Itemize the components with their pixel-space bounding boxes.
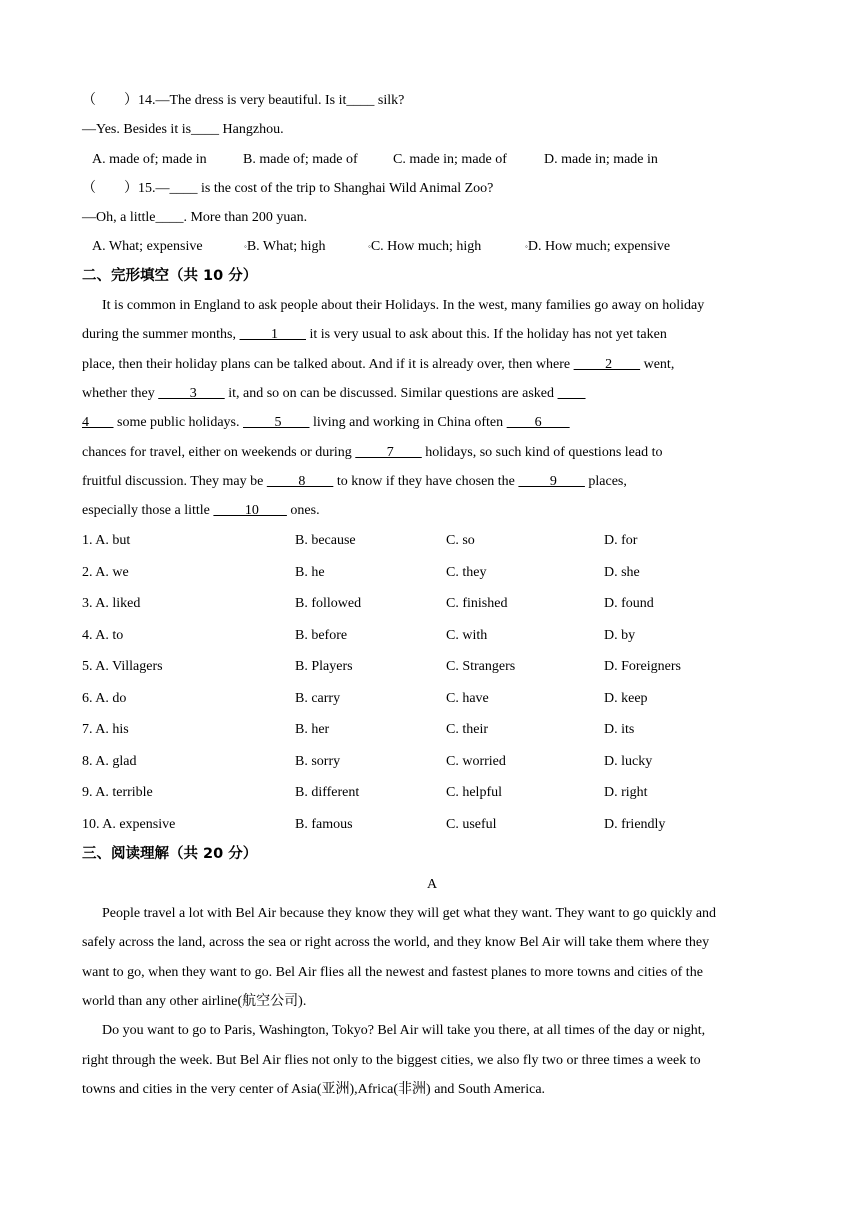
option: C. their (446, 722, 488, 738)
bullet-marker: ◦ (244, 242, 247, 252)
document-page (82, 86, 782, 1104)
section-3-heading: 三、阅读理解（共 20 分） (82, 846, 258, 863)
option: D. lucky (604, 753, 653, 769)
passage-line (82, 320, 782, 349)
blank: 10 (213, 503, 287, 519)
option-row (82, 746, 782, 778)
option: B. her (295, 722, 330, 738)
passage-text: living and working in China often (309, 415, 507, 431)
option: B. different (295, 785, 360, 801)
passage-text: place, then their holiday plans can be talked about. And if it is already over, then where (82, 356, 574, 372)
passage-text: fruitful discussion. They may be (82, 473, 267, 489)
option: B. carry (295, 690, 341, 706)
option: B. because (295, 533, 356, 549)
passage-line (82, 350, 782, 379)
option: 8. A. glad (82, 753, 137, 769)
passage-line: towns and cities in the very center of Asia(亚洲),Africa(非洲) and South America. (82, 1081, 546, 1097)
option: B. before (295, 627, 348, 643)
blank: 8 (266, 473, 334, 489)
option-row (82, 557, 782, 589)
option: D. keep (604, 690, 648, 706)
option: 3. A. liked (82, 596, 141, 612)
option-row (82, 714, 782, 746)
option-row (82, 777, 782, 809)
passage-line (82, 291, 782, 320)
passage-text: went, (640, 356, 675, 372)
option: C. so (446, 533, 475, 549)
option-c: ◦C. How much; high (368, 239, 482, 255)
option: D. for (604, 533, 638, 549)
option-row (82, 651, 782, 683)
option: C. they (446, 564, 487, 580)
option-row (82, 620, 782, 652)
passage-text: during the summer months, (82, 327, 240, 343)
passage-text: It is common in England to ask people about their Holidays. In the west, many families go away on holiday (102, 298, 705, 314)
cloze-options (82, 525, 782, 840)
cloze-passage (82, 291, 782, 525)
option: 9. A. terrible (82, 785, 153, 801)
passage-text: it is very usual to ask about this. If the holiday has not yet taken (306, 327, 667, 343)
blank: 5 (243, 415, 310, 431)
option: D. she (604, 564, 640, 580)
option-d: D. made in; made in (544, 151, 658, 167)
option-c: C. made in; made of (393, 151, 507, 167)
passage-text: holidays, so such kind of questions lead to (421, 444, 663, 460)
passage-text: ones. (286, 503, 320, 519)
blank: 6 (506, 415, 570, 431)
question-15-options (82, 232, 782, 261)
section-2-heading: 二、完形填空（共 10 分） (82, 267, 258, 284)
option: C. have (446, 690, 489, 706)
passage-text: especially those a little (82, 503, 214, 519)
passage-line (82, 496, 782, 525)
blank: 3 (158, 385, 225, 401)
option: D. its (604, 722, 635, 738)
option: B. he (295, 564, 325, 580)
option-a: A. made of; made in (92, 151, 207, 167)
passage-line: want to go, when they want to go. Bel Air flies all the newest and fastest planes to more towns and cities of the (82, 964, 703, 980)
passage-line (82, 408, 782, 437)
passage-line (82, 379, 782, 408)
blank: 7 (355, 444, 422, 460)
option: 10. A. expensive (82, 816, 176, 832)
option: D. Foreigners (604, 659, 681, 675)
option: 2. A. we (82, 564, 129, 580)
passage-line: world than any other airline(航空公司). (82, 993, 307, 1009)
option: 6. A. do (82, 690, 127, 706)
blank: 1 (239, 327, 306, 343)
question-14-reply: —Yes. Besides it is____ Hangzhou. (82, 122, 284, 138)
option: C. finished (446, 596, 508, 612)
option: C. useful (446, 816, 497, 832)
passage-line (82, 438, 782, 467)
passage-line (82, 467, 782, 496)
option: C. worried (446, 753, 506, 769)
reading-passage (82, 899, 782, 1104)
option-b: ◦B. What; high (244, 239, 326, 255)
blank: 9 (518, 473, 585, 489)
option: B. famous (295, 816, 353, 832)
option: B. sorry (295, 753, 341, 769)
passage-line: People travel a lot with Bel Air because they know they will get what they want. They want to go quickly and (102, 906, 717, 922)
question-14-stem: （ ）14.—The dress is very beautiful. Is it____ silk? (82, 93, 405, 108)
passage-line: safely across the land, across the sea or right across the world, and they know Bel Air will take them where they (82, 935, 710, 951)
option: 4. A. to (82, 627, 124, 643)
option-row (82, 588, 782, 620)
question-15-reply: —Oh, a little____. More than 200 yuan. (82, 210, 308, 226)
question-15-stem: （ ）15.—____ is the cost of the trip to Shanghai Wild Animal Zoo? (82, 180, 494, 196)
option: D. friendly (604, 816, 666, 832)
blank: 4 (82, 415, 114, 431)
passage-text: chances for travel, either on weekends or during (82, 444, 356, 460)
option: B. Players (295, 659, 353, 675)
blank: 2 (573, 356, 641, 372)
question-14-options (82, 145, 782, 174)
bullet-marker: ◦ (525, 242, 528, 252)
option: C. Strangers (446, 659, 516, 675)
passage-text: whether they (82, 385, 159, 401)
passage-text: to know if they have chosen the (333, 473, 519, 489)
blank (558, 379, 586, 408)
passage-text: places, (584, 473, 627, 489)
passage-text: some public holidays. (113, 415, 243, 431)
option-d: ◦D. How much; expensive (525, 239, 671, 255)
option: D. right (604, 785, 648, 801)
passage-label: A (426, 876, 438, 892)
option-row (82, 683, 782, 715)
passage-text: it, and so on can be discussed. Similar questions are asked (224, 385, 558, 401)
option: D. by (604, 627, 636, 643)
option: C. helpful (446, 785, 502, 801)
bullet-marker: ◦ (368, 242, 371, 252)
option-b: B. made of; made of (243, 151, 358, 167)
option-row (82, 525, 782, 557)
option: 5. A. Villagers (82, 659, 163, 675)
option: 7. A. his (82, 722, 129, 738)
passage-line: Do you want to go to Paris, Washington, Tokyo? Bel Air will take you there, at all times of the day or night, (102, 1023, 706, 1039)
option-row (82, 809, 782, 841)
option-a: A. What; expensive (92, 239, 203, 255)
passage-line: right through the week. But Bel Air flies not only to the biggest cities, we also fly two or three times a week to (82, 1052, 701, 1068)
option: D. found (604, 596, 654, 612)
option: B. followed (295, 596, 362, 612)
option: 1. A. but (82, 533, 131, 549)
option: C. with (446, 627, 488, 643)
